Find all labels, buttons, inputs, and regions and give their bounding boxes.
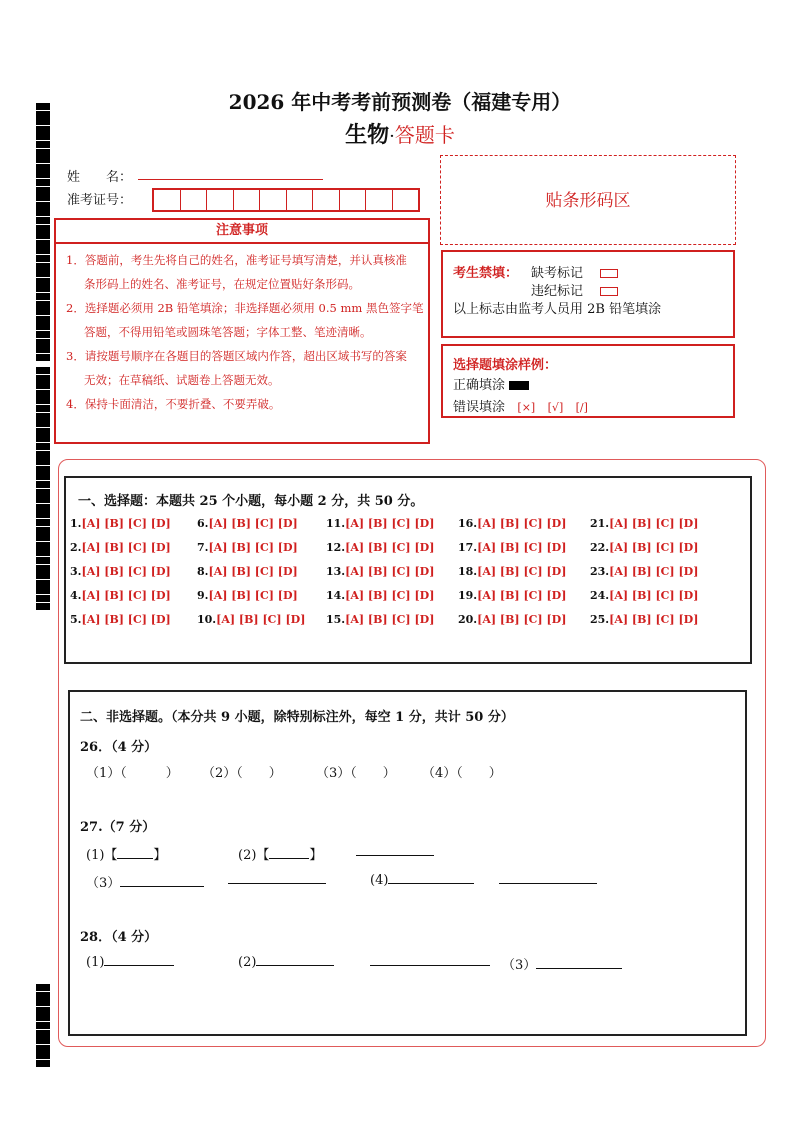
q28-part-3[interactable]: （3） xyxy=(502,954,622,973)
choice-question[interactable] xyxy=(590,516,698,540)
question-number: 13. xyxy=(326,565,346,578)
notice-item: 4．保持卡面清洁，不要折叠、不要弄破。 xyxy=(66,397,281,411)
wrong-mark-sample: [×] xyxy=(517,401,536,414)
timing-mark xyxy=(36,346,50,353)
timing-mark xyxy=(36,1007,50,1014)
answer-options[interactable]: [A] [B] [C] [D] xyxy=(345,613,435,626)
timing-mark xyxy=(36,603,50,610)
choice-question[interactable] xyxy=(326,516,434,540)
timing-mark xyxy=(36,435,50,442)
timing-mark xyxy=(36,1014,50,1021)
answer-options[interactable]: [A] [B] [C] [D] xyxy=(345,541,435,554)
sample-title: 选择题填涂样例： xyxy=(453,358,558,373)
timing-mark xyxy=(36,458,50,465)
q27-blank[interactable] xyxy=(356,844,434,860)
choice-question[interactable] xyxy=(590,588,698,612)
timing-mark xyxy=(36,367,50,374)
answer-options[interactable]: [A] [B] [C] [D] xyxy=(81,517,171,530)
card-subtitle xyxy=(0,118,800,149)
choice-question[interactable] xyxy=(326,564,434,588)
question-number: 14. xyxy=(326,589,346,602)
timing-mark xyxy=(36,149,50,156)
q27-blank[interactable] xyxy=(499,872,597,888)
timing-mark xyxy=(36,595,50,602)
timing-mark xyxy=(36,278,50,285)
answer-options[interactable]: [A] [B] [C] [D] xyxy=(477,541,567,554)
choice-question[interactable] xyxy=(326,540,434,564)
choice-question[interactable] xyxy=(70,516,171,540)
wrong-fill-label: 错误填涂 xyxy=(453,400,506,415)
name-field[interactable] xyxy=(138,179,323,180)
wrong-mark-sample: [/] xyxy=(575,401,588,414)
subject-label: 生物 xyxy=(345,122,390,148)
timing-mark xyxy=(36,466,50,473)
absent-mark-box[interactable] xyxy=(600,269,618,278)
question-number: 24. xyxy=(590,589,610,602)
choice-section-title: 一、选择题：本题共 25 个小题，每小题 2 分，共 50 分。 xyxy=(78,494,424,509)
exam-digit-box[interactable] xyxy=(313,190,340,210)
answer-options[interactable]: [A] [B] [C] [D] xyxy=(216,613,306,626)
answer-options[interactable]: [A] [B] [C] [D] xyxy=(81,541,171,554)
timing-mark xyxy=(36,443,50,450)
timing-mark xyxy=(36,179,50,186)
question-number: 19. xyxy=(458,589,478,602)
question-number: 18. xyxy=(458,565,478,578)
timing-mark xyxy=(36,511,50,518)
absent-mark-label: 缺考标记 xyxy=(531,266,584,281)
choice-question[interactable] xyxy=(70,564,171,588)
timing-mark xyxy=(36,999,50,1006)
answer-options[interactable]: [A] [B] [C] [D] xyxy=(208,517,298,530)
timing-mark xyxy=(36,542,50,549)
timing-mark xyxy=(36,420,50,427)
timing-mark xyxy=(36,255,50,262)
question-number: 2. xyxy=(70,541,82,554)
exam-digit-box[interactable] xyxy=(154,190,181,210)
question-number: 5. xyxy=(70,613,82,626)
timing-mark xyxy=(36,496,50,503)
question-number: 16. xyxy=(458,517,478,530)
notice-title: 注意事项 xyxy=(56,220,428,244)
timing-mark xyxy=(36,382,50,389)
timing-mark xyxy=(36,323,50,330)
exam-digit-box[interactable] xyxy=(260,190,287,210)
question-number: 11. xyxy=(326,517,346,530)
q27-part-4[interactable]: (4) xyxy=(370,872,474,888)
question-number: 10. xyxy=(197,613,217,626)
timing-mark xyxy=(36,390,50,397)
question-number: 6. xyxy=(197,517,209,530)
choice-question[interactable] xyxy=(70,612,171,636)
timing-mark xyxy=(36,209,50,216)
choice-column xyxy=(590,516,698,636)
timing-mark xyxy=(36,194,50,201)
exam-digit-box[interactable] xyxy=(207,190,234,210)
choice-question[interactable] xyxy=(458,612,566,636)
answer-options[interactable]: [A] [B] [C] [D] xyxy=(609,565,699,578)
choice-question[interactable] xyxy=(197,612,305,636)
question-number: 1. xyxy=(70,517,82,530)
forbidden-box xyxy=(441,250,735,338)
q28-blank[interactable] xyxy=(370,954,490,970)
violation-mark-box[interactable] xyxy=(600,287,618,296)
choice-question[interactable] xyxy=(590,612,698,636)
choice-question[interactable] xyxy=(590,564,698,588)
choice-question[interactable] xyxy=(590,540,698,564)
sample-box xyxy=(441,344,735,418)
choice-column xyxy=(197,516,305,636)
timing-mark xyxy=(36,308,50,315)
exam-digit-box[interactable] xyxy=(393,190,419,210)
nonchoice-section xyxy=(68,690,747,1036)
exam-number-boxes[interactable] xyxy=(152,188,420,212)
choice-question[interactable] xyxy=(458,540,566,564)
answer-options[interactable]: [A] [B] [C] [D] xyxy=(609,613,699,626)
timing-mark xyxy=(36,156,50,163)
timing-mark xyxy=(36,301,50,308)
notice-box xyxy=(54,218,430,444)
timing-mark xyxy=(36,247,50,254)
q26-part-3[interactable]: （3）（ ） xyxy=(316,766,396,781)
exam-number-label: 准考证号： xyxy=(67,193,133,208)
choice-question[interactable] xyxy=(197,516,305,540)
timing-mark xyxy=(36,263,50,270)
answer-options[interactable]: [A] [B] [C] [D] xyxy=(208,541,298,554)
timing-mark xyxy=(36,293,50,300)
timing-mark xyxy=(36,992,50,999)
q26-part-1[interactable]: （1）（ ） xyxy=(86,766,179,781)
question-number: 8. xyxy=(197,565,209,578)
question-number: 20. xyxy=(458,613,478,626)
timing-mark xyxy=(36,1037,50,1044)
timing-mark xyxy=(36,565,50,572)
answer-card-label: 答题卡 xyxy=(394,123,455,147)
answer-options[interactable]: [A] [B] [C] [D] xyxy=(208,565,298,578)
notice-item: 2．选择题必须用 2B 铅笔填涂；非选择题必须用 0.5 mm 黑色签字笔 答题，不得用铅笔或圆珠笔答题；字体工整、笔迹清晰。 xyxy=(66,301,424,339)
timing-mark xyxy=(36,549,50,556)
question-number: 7. xyxy=(197,541,209,554)
violation-mark-label: 违纪标记 xyxy=(531,284,584,299)
timing-mark xyxy=(36,489,50,496)
answer-options[interactable]: [A] [B] [C] [D] xyxy=(609,541,699,554)
notice-item: 3．请按题号顺序在各题目的答题区域内作答，超出区域书写的答案 无效；在草稿纸、试题卷上答题无效。 xyxy=(66,349,407,387)
answer-options[interactable]: [A] [B] [C] [D] xyxy=(345,589,435,602)
answer-options[interactable]: [A] [B] [C] [D] xyxy=(345,565,435,578)
choice-question[interactable] xyxy=(326,588,434,612)
timing-mark xyxy=(36,354,50,361)
timing-mark xyxy=(36,451,50,458)
timing-mark xyxy=(36,428,50,435)
question-number: 12. xyxy=(326,541,346,554)
exam-digit-box[interactable] xyxy=(366,190,393,210)
question-number: 3. xyxy=(70,565,82,578)
choice-question[interactable] xyxy=(458,516,566,540)
choice-column xyxy=(70,516,171,636)
timing-mark xyxy=(36,375,50,382)
question-28-heading: 28．（4 分） xyxy=(80,930,158,945)
timing-mark xyxy=(36,187,50,194)
question-number: 15. xyxy=(326,613,346,626)
timing-mark xyxy=(36,1052,50,1059)
barcode-label: 贴条形码区 xyxy=(545,191,631,211)
timing-mark xyxy=(36,413,50,420)
timing-mark xyxy=(36,557,50,564)
choice-question[interactable] xyxy=(458,588,566,612)
q28-part-1[interactable]: (1) xyxy=(86,954,174,970)
choice-question[interactable] xyxy=(458,564,566,588)
timing-mark xyxy=(36,527,50,534)
answer-options[interactable]: [A] [B] [C] [D] xyxy=(477,613,567,626)
subtitle-separator: · xyxy=(389,126,395,147)
question-number: 23. xyxy=(590,565,610,578)
timing-mark xyxy=(36,534,50,541)
timing-mark xyxy=(36,519,50,526)
answer-options[interactable]: [A] [B] [C] [D] xyxy=(345,517,435,530)
q27-part-1[interactable]: (1)【 】 xyxy=(86,848,167,863)
timing-mark xyxy=(36,397,50,404)
correct-fill-sample xyxy=(509,381,529,390)
timing-mark xyxy=(36,217,50,224)
question-number: 4. xyxy=(70,589,82,602)
choice-section xyxy=(64,476,752,664)
q26-part-2[interactable]: （2）（ ） xyxy=(202,766,282,781)
timing-mark xyxy=(36,316,50,323)
timing-mark xyxy=(36,240,50,247)
timing-mark xyxy=(36,504,50,511)
answer-options[interactable]: [A] [B] [C] [D] xyxy=(609,517,699,530)
timing-mark xyxy=(36,587,50,594)
timing-mark xyxy=(36,285,50,292)
timing-mark xyxy=(36,984,50,991)
exam-digit-box[interactable] xyxy=(287,190,314,210)
timing-mark xyxy=(36,225,50,232)
exam-title: 2026 年中考考前预测卷（福建专用） xyxy=(228,90,572,114)
answer-options[interactable]: [A] [B] [C] [D] xyxy=(477,589,567,602)
timing-mark xyxy=(36,1030,50,1037)
timing-mark xyxy=(36,580,50,587)
question-26-heading: 26．（4 分） xyxy=(80,740,158,755)
timing-mark xyxy=(36,202,50,209)
timing-mark xyxy=(36,1060,50,1067)
question-number: 9. xyxy=(197,589,209,602)
question-27-heading: 27.（7 分） xyxy=(80,820,156,835)
choice-question[interactable] xyxy=(326,612,434,636)
choice-column xyxy=(326,516,434,636)
timing-mark xyxy=(36,1045,50,1052)
q28-part-2[interactable]: (2) xyxy=(238,954,334,970)
exam-digit-box[interactable] xyxy=(340,190,367,210)
forbidden-note: 以上标志由监考人员用 2B 铅笔填涂 xyxy=(453,302,662,317)
correct-fill-label: 正确填涂 xyxy=(453,378,506,393)
wrong-mark-sample: [√] xyxy=(547,401,564,414)
timing-mark xyxy=(36,473,50,480)
timing-mark xyxy=(36,339,50,346)
timing-mark xyxy=(36,481,50,488)
choice-question[interactable] xyxy=(197,540,305,564)
answer-options[interactable]: [A] [B] [C] [D] xyxy=(81,589,171,602)
choice-question[interactable] xyxy=(197,588,305,612)
question-number: 17. xyxy=(458,541,478,554)
forbidden-label: 考生禁填： xyxy=(453,266,519,281)
exam-digit-box[interactable] xyxy=(234,190,261,210)
choice-column xyxy=(458,516,566,636)
answer-options[interactable]: [A] [B] [C] [D] xyxy=(477,565,567,578)
choice-question[interactable] xyxy=(70,588,171,612)
nonchoice-section-title: 二、非选择题。（本分共 9 小题，除特别标注外，每空 1 分，共计 50 分） xyxy=(80,710,514,725)
q27-part-2[interactable]: (2)【 】 xyxy=(238,848,323,863)
question-number: 22. xyxy=(590,541,610,554)
q27-part-3[interactable]: （3） xyxy=(86,872,204,891)
timing-mark xyxy=(36,572,50,579)
timing-mark xyxy=(36,1022,50,1029)
answer-options[interactable]: [A] [B] [C] [D] xyxy=(609,589,699,602)
answer-options[interactable]: [A] [B] [C] [D] xyxy=(477,517,567,530)
timing-mark xyxy=(36,171,50,178)
q26-part-4[interactable]: （4）（ ） xyxy=(422,766,502,781)
timing-mark xyxy=(36,405,50,412)
exam-digit-box[interactable] xyxy=(181,190,208,210)
timing-mark xyxy=(36,331,50,338)
timing-mark xyxy=(36,232,50,239)
answer-options[interactable]: [A] [B] [C] [D] xyxy=(81,613,171,626)
name-label: 姓 名： xyxy=(67,170,133,185)
notice-item: 1．答题前，考生先将自己的姓名，准考证号填写清楚，并认真核准 条形码上的姓名、准考证号，在规定位置贴好条形码。 xyxy=(66,253,407,291)
answer-options[interactable]: [A] [B] [C] [D] xyxy=(208,589,298,602)
question-number: 25. xyxy=(590,613,610,626)
choice-question[interactable] xyxy=(70,540,171,564)
choice-question[interactable] xyxy=(197,564,305,588)
barcode-area xyxy=(440,155,736,245)
question-number: 21. xyxy=(590,517,610,530)
answer-options[interactable]: [A] [B] [C] [D] xyxy=(81,565,171,578)
q27-blank[interactable] xyxy=(228,872,326,888)
timing-mark xyxy=(36,270,50,277)
timing-mark xyxy=(36,164,50,171)
